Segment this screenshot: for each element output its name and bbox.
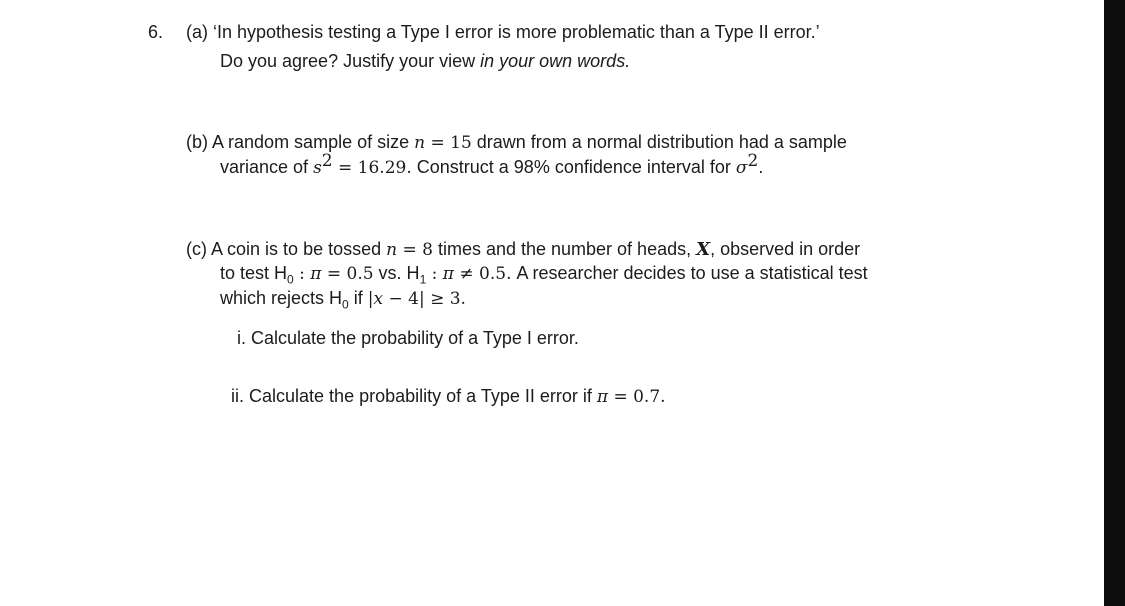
part-c-line-2 (220, 262, 868, 285)
part-c-pi-1: π (310, 264, 322, 284)
subpart-ii-pi: π (596, 387, 609, 407)
part-b-line-2 (220, 151, 764, 179)
part-b-sup-sigma: 2 (747, 151, 759, 171)
part-c-text-6: A researcher decides to use a statistical test (511, 263, 868, 283)
part-c-text-8: if (348, 288, 368, 308)
part-c-sub-0b: 0 (342, 297, 349, 312)
subpart-i-text: Calculate the probability of a Type I error. (251, 328, 579, 348)
part-b-var-n: n (414, 133, 426, 153)
subpart-ii-label: ii. (231, 386, 244, 406)
subpart-ii-text: Calculate the probability of a Type II error if (249, 386, 597, 406)
part-c-pi-2: π (442, 264, 454, 284)
part-b-text-3: variance of (220, 157, 314, 177)
part-c-math-n: = 8 (397, 240, 433, 260)
part-b-text-1: A random sample of size (212, 132, 415, 152)
part-b-sigma: σ (735, 158, 748, 178)
part-c-math-3: − 4| ≥ 3. (383, 289, 466, 309)
part-b-sup-s: 2 (321, 151, 333, 171)
part-b-text-4: Construct a 98% confidence interval for (411, 157, 736, 177)
part-c-math-2: ≠ 0.5. (453, 264, 512, 284)
subpart-i (237, 327, 579, 349)
question-number: 6. (148, 22, 164, 42)
part-c-math-1: = 0.5 (321, 264, 374, 284)
part-b-math-n: = 15 (425, 133, 472, 153)
part-b-end: . (758, 157, 764, 177)
part-c-text-1: A coin is to be tossed (211, 239, 387, 259)
part-c-text-7: which rejects H (220, 288, 343, 308)
part-c-line-3 (220, 287, 466, 310)
part-a-statement: ‘In hypothesis testing a Type I error is more problematic than a Type II error.’ (213, 22, 820, 42)
part-c-var-x: x (373, 289, 384, 309)
part-b-math-s: = 16.29. (332, 158, 412, 178)
part-c-var-n: n (386, 240, 398, 260)
part-a-prompt: Do you agree? Justify your view (220, 51, 481, 71)
part-c-text-3: , observed in order (710, 239, 861, 259)
part-a-prompt-emphasis: in your own words. (480, 51, 631, 71)
subpart-ii-math: = 0.7. (608, 387, 666, 407)
part-c-text-2: times and the number of heads, (432, 239, 697, 259)
part-c-colon-2: : (426, 264, 443, 284)
part-b-label: (b) (186, 132, 208, 152)
part-c-sub-0: 0 (287, 272, 294, 287)
part-c-sub-1: 1 (419, 272, 427, 287)
right-edge-bar (1104, 0, 1125, 606)
part-c-line-1 (186, 238, 860, 261)
part-c-colon-1: : (293, 264, 311, 284)
part-a-line-2 (220, 50, 630, 72)
part-c-label: (c) (186, 239, 207, 259)
part-a-label: (a) (186, 22, 208, 42)
part-b-var-s: s (313, 158, 322, 178)
part-a-line-1 (186, 21, 820, 43)
subpart-ii (231, 385, 666, 408)
subpart-i-label: i. (237, 328, 246, 348)
part-c-abs-open: | (367, 289, 374, 309)
part-c-text-4: to test H (220, 263, 288, 283)
part-b-text-2: drawn from a normal distribution had a sample (471, 132, 847, 152)
part-c-text-5: vs. H (373, 263, 420, 283)
part-c-var-X: X (696, 239, 711, 260)
